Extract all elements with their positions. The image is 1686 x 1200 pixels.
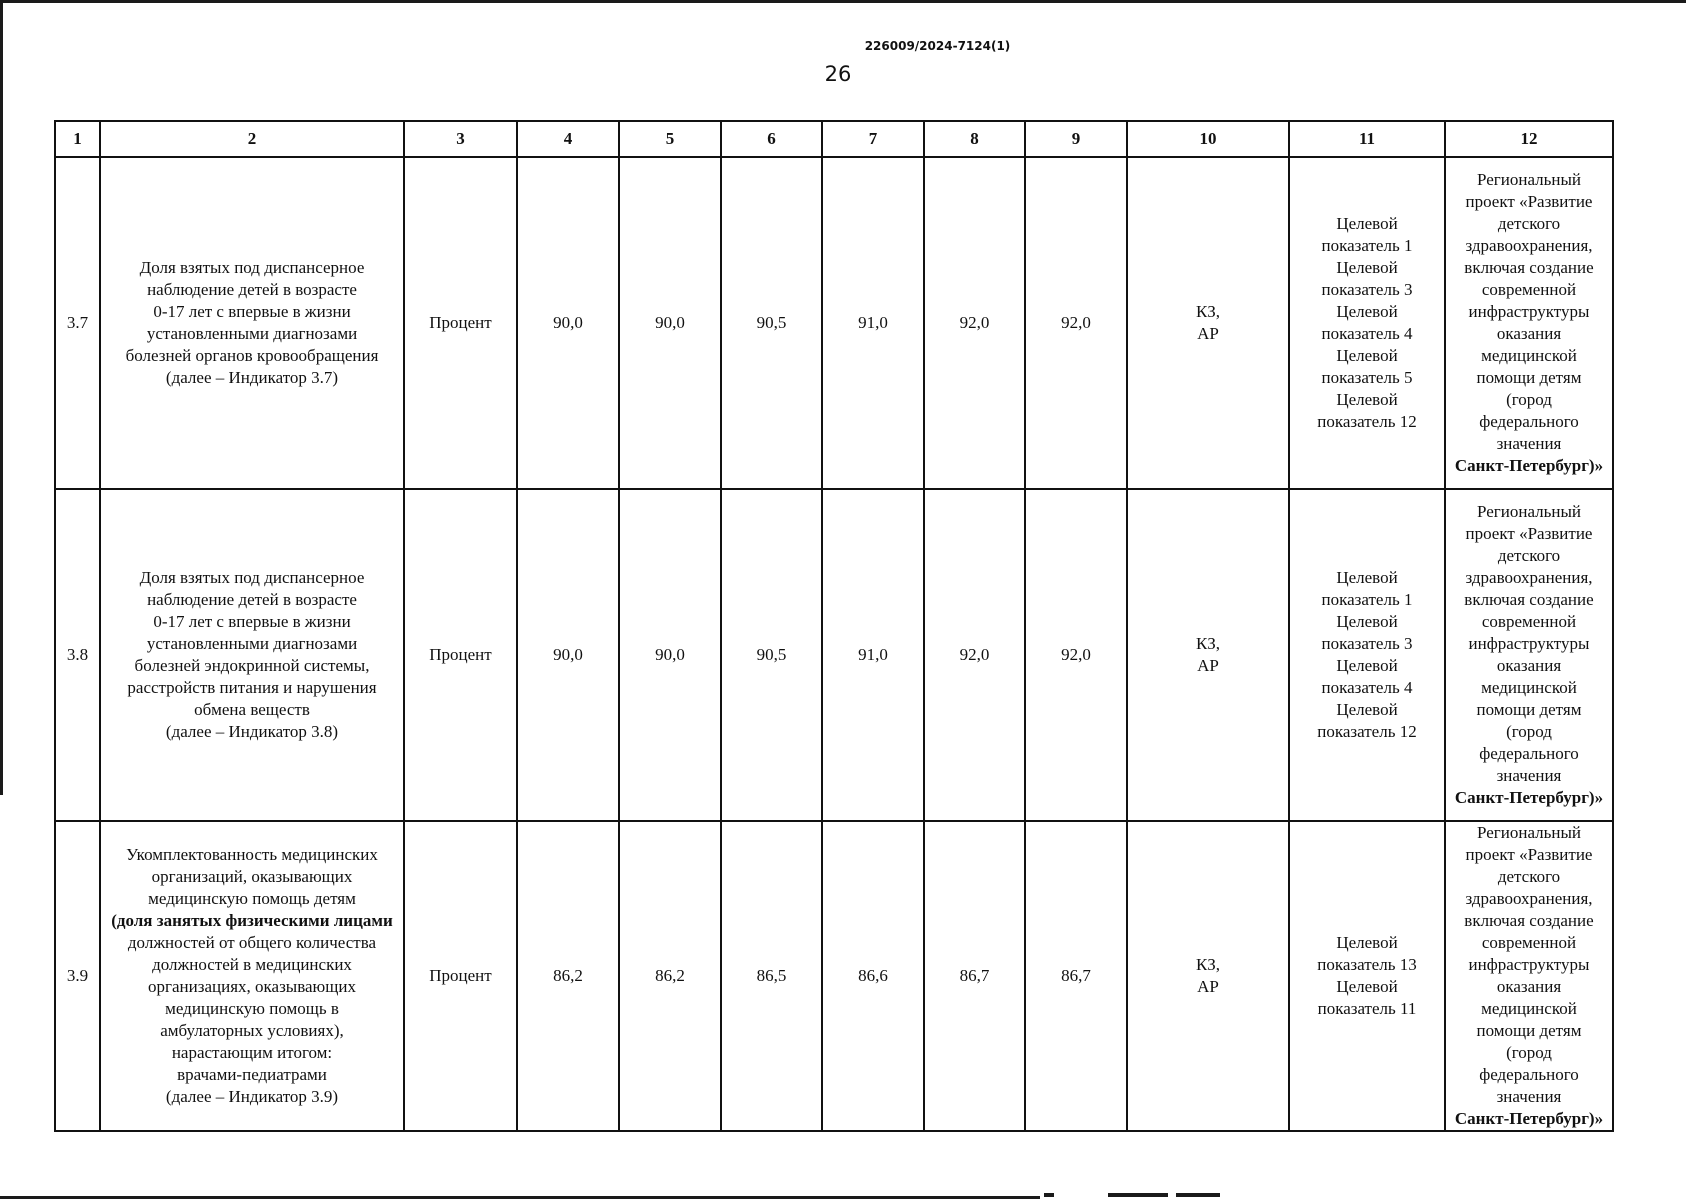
project-line: современной — [1481, 612, 1577, 631]
value-cell: 90,0 — [619, 157, 721, 489]
project-line: здравоохранения, — [1465, 889, 1593, 908]
row-number: 3.9 — [55, 821, 100, 1131]
description-line: должностей от общего количества — [127, 933, 377, 952]
project-line: значения — [1496, 1087, 1562, 1106]
target-line: показатель 1 — [1321, 236, 1413, 255]
target-line: Целевой — [1336, 568, 1398, 587]
responsible — [1127, 821, 1289, 1131]
target-line: показатель 3 — [1321, 280, 1413, 299]
project-line: проект «Развитие — [1465, 192, 1593, 211]
value-cell: 86,2 — [619, 821, 721, 1131]
column-header: 12 — [1445, 121, 1613, 157]
project-line: федерального — [1479, 412, 1579, 431]
project-line: оказания — [1496, 656, 1562, 675]
project-line: (город — [1506, 1043, 1552, 1062]
description-line: Укомплектованность медицинских — [126, 845, 378, 864]
value-cell: 91,0 — [822, 157, 924, 489]
column-header: 8 — [924, 121, 1025, 157]
description-line: Доля взятых под диспансерное — [139, 568, 365, 587]
project-line: помощи детям — [1476, 368, 1582, 387]
target-line: Целевой — [1336, 390, 1398, 409]
scan-mark — [1044, 1193, 1054, 1197]
project-line: инфраструктуры — [1468, 634, 1590, 653]
value-cell: 90,0 — [517, 157, 619, 489]
responsible-line: КЗ, — [1195, 302, 1221, 321]
project-line: (город — [1506, 390, 1552, 409]
project-line: медицинской — [1481, 999, 1577, 1018]
column-header: 6 — [721, 121, 822, 157]
description-line: (далее – Индикатор 3.8) — [165, 722, 339, 741]
value-cell: 86,6 — [822, 821, 924, 1131]
description-line: Доля взятых под диспансерное — [139, 258, 365, 277]
target-line: показатель 12 — [1317, 722, 1417, 741]
project-line: медицинской — [1481, 346, 1577, 365]
project-line: Региональный — [1477, 502, 1581, 521]
target-line: Целевой — [1336, 302, 1398, 321]
project-line: детского — [1497, 867, 1561, 886]
value-cell: 92,0 — [1025, 157, 1127, 489]
value-cell: 86,2 — [517, 821, 619, 1131]
regional-project — [1445, 489, 1613, 821]
project-line: включая создание — [1464, 590, 1594, 609]
project-line: инфраструктуры — [1468, 302, 1590, 321]
responsible-line: АР — [1197, 977, 1219, 996]
table-header-row — [55, 121, 1613, 157]
column-header: 5 — [619, 121, 721, 157]
scan-border-top — [0, 0, 1686, 3]
description-line: организациях, оказывающих — [148, 977, 356, 996]
description-line: (далее – Индикатор 3.9) — [165, 1087, 339, 1106]
description-line: 0-17 лет с впервые в жизни — [153, 302, 351, 321]
project-line: современной — [1481, 933, 1577, 952]
responsible-line: КЗ, — [1195, 634, 1221, 653]
value-cell: 92,0 — [924, 489, 1025, 821]
column-header: 4 — [517, 121, 619, 157]
description-line: установленными диагнозами — [146, 634, 358, 653]
project-line: помощи детям — [1476, 1021, 1582, 1040]
target-line: показатель 5 — [1321, 368, 1413, 387]
project-line: проект «Развитие — [1465, 524, 1593, 543]
target-line: показатель 1 — [1321, 590, 1413, 609]
description-line: наблюдение детей в возрасте — [147, 280, 357, 299]
value-cell: 92,0 — [924, 157, 1025, 489]
target-line: показатель 12 — [1317, 412, 1417, 431]
value-cell: 86,7 — [1025, 821, 1127, 1131]
value-cell: 90,5 — [721, 157, 822, 489]
project-line: Санкт-Петербург)» — [1454, 1109, 1604, 1128]
indicator-description — [100, 489, 404, 821]
target-line: Целевой — [1336, 933, 1398, 952]
table-row — [55, 157, 1613, 489]
project-line: значения — [1496, 434, 1562, 453]
indicator-table — [54, 120, 1614, 1132]
scan-border-bottom — [0, 1196, 1040, 1199]
project-line: Санкт-Петербург)» — [1454, 456, 1604, 475]
row-number: 3.8 — [55, 489, 100, 821]
column-header: 7 — [822, 121, 924, 157]
responsible — [1127, 157, 1289, 489]
project-line: помощи детям — [1476, 700, 1582, 719]
target-line: Целевой — [1336, 656, 1398, 675]
project-line: оказания — [1496, 977, 1562, 996]
column-header: 3 — [404, 121, 517, 157]
target-line: Целевой — [1336, 258, 1398, 277]
project-line: медицинской — [1481, 678, 1577, 697]
value-cell: 90,5 — [721, 489, 822, 821]
target-line: показатель 11 — [1317, 999, 1417, 1018]
row-number: 3.7 — [55, 157, 100, 489]
description-line: организаций, оказывающих — [151, 867, 353, 886]
project-line: инфраструктуры — [1468, 955, 1590, 974]
column-header: 11 — [1289, 121, 1445, 157]
project-line: здравоохранения, — [1465, 236, 1593, 255]
regional-project — [1445, 157, 1613, 489]
responsible — [1127, 489, 1289, 821]
project-line: значения — [1496, 766, 1562, 785]
value-cell: 91,0 — [822, 489, 924, 821]
project-line: здравоохранения, — [1465, 568, 1593, 587]
target-line: Целевой — [1336, 346, 1398, 365]
table-row — [55, 489, 1613, 821]
description-line: (доля занятых физическими лицами — [111, 911, 393, 930]
column-header: 10 — [1127, 121, 1289, 157]
description-line: установленными диагнозами — [146, 324, 358, 343]
description-line: болезней эндокринной системы, — [134, 656, 370, 675]
project-line: Региональный — [1477, 823, 1581, 842]
target-indicators — [1289, 157, 1445, 489]
value-cell: 86,5 — [721, 821, 822, 1131]
value-cell: 90,0 — [517, 489, 619, 821]
project-line: современной — [1481, 280, 1577, 299]
target-line: показатель 4 — [1321, 678, 1413, 697]
description-line: наблюдение детей в возрасте — [147, 590, 357, 609]
target-line: Целевой — [1336, 977, 1398, 996]
scan-mark — [1108, 1193, 1168, 1197]
indicator-description — [100, 821, 404, 1131]
responsible-line: АР — [1197, 324, 1219, 343]
value-cell: 86,7 — [924, 821, 1025, 1131]
scan-mark — [1176, 1193, 1220, 1197]
target-line: Целевой — [1336, 700, 1398, 719]
description-line: (далее – Индикатор 3.7) — [165, 368, 339, 387]
description-line: болезней органов кровообращения — [125, 346, 379, 365]
target-indicators — [1289, 821, 1445, 1131]
page-number: 26 — [824, 62, 852, 86]
description-line: медицинскую помощь в — [165, 999, 339, 1018]
column-header: 1 — [55, 121, 100, 157]
project-line: Санкт-Петербург)» — [1454, 788, 1604, 807]
description-line: медицинскую помощь детям — [148, 889, 356, 908]
column-header: 2 — [100, 121, 404, 157]
target-indicators — [1289, 489, 1445, 821]
target-line: показатель 3 — [1321, 634, 1413, 653]
project-line: федерального — [1479, 1065, 1579, 1084]
project-line: оказания — [1496, 324, 1562, 343]
responsible-line: КЗ, — [1195, 955, 1221, 974]
description-line: нарастающим итогом: — [171, 1043, 333, 1062]
project-line: детского — [1497, 214, 1561, 233]
description-line: амбулаторных условиях), — [160, 1021, 344, 1040]
unit: Процент — [404, 489, 517, 821]
project-line: (город — [1506, 722, 1552, 741]
indicator-description — [100, 157, 404, 489]
description-line: 0-17 лет с впервые в жизни — [153, 612, 351, 631]
description-line: расстройств питания и нарушения — [127, 678, 377, 697]
project-line: детского — [1497, 546, 1561, 565]
project-line: проект «Развитие — [1465, 845, 1593, 864]
column-header: 9 — [1025, 121, 1127, 157]
unit: Процент — [404, 821, 517, 1131]
value-cell: 90,0 — [619, 489, 721, 821]
description-line: должностей в медицинских — [152, 955, 352, 974]
value-cell: 92,0 — [1025, 489, 1127, 821]
target-line: показатель 4 — [1321, 324, 1413, 343]
responsible-line: АР — [1197, 656, 1219, 675]
description-line: обмена веществ — [194, 700, 310, 719]
project-line: включая создание — [1464, 258, 1594, 277]
project-line: Региональный — [1477, 170, 1581, 189]
target-line: показатель 13 — [1317, 955, 1417, 974]
table-row — [55, 821, 1613, 1131]
description-line: врачами-педиатрами — [177, 1065, 327, 1084]
scan-border-left — [0, 0, 3, 795]
project-line: включая создание — [1464, 911, 1594, 930]
unit: Процент — [404, 157, 517, 489]
target-line: Целевой — [1336, 612, 1398, 631]
regional-project — [1445, 821, 1613, 1131]
project-line: федерального — [1479, 744, 1579, 763]
target-line: Целевой — [1336, 214, 1398, 233]
registration-number: 226009/2024-7124(1) — [864, 39, 1011, 53]
